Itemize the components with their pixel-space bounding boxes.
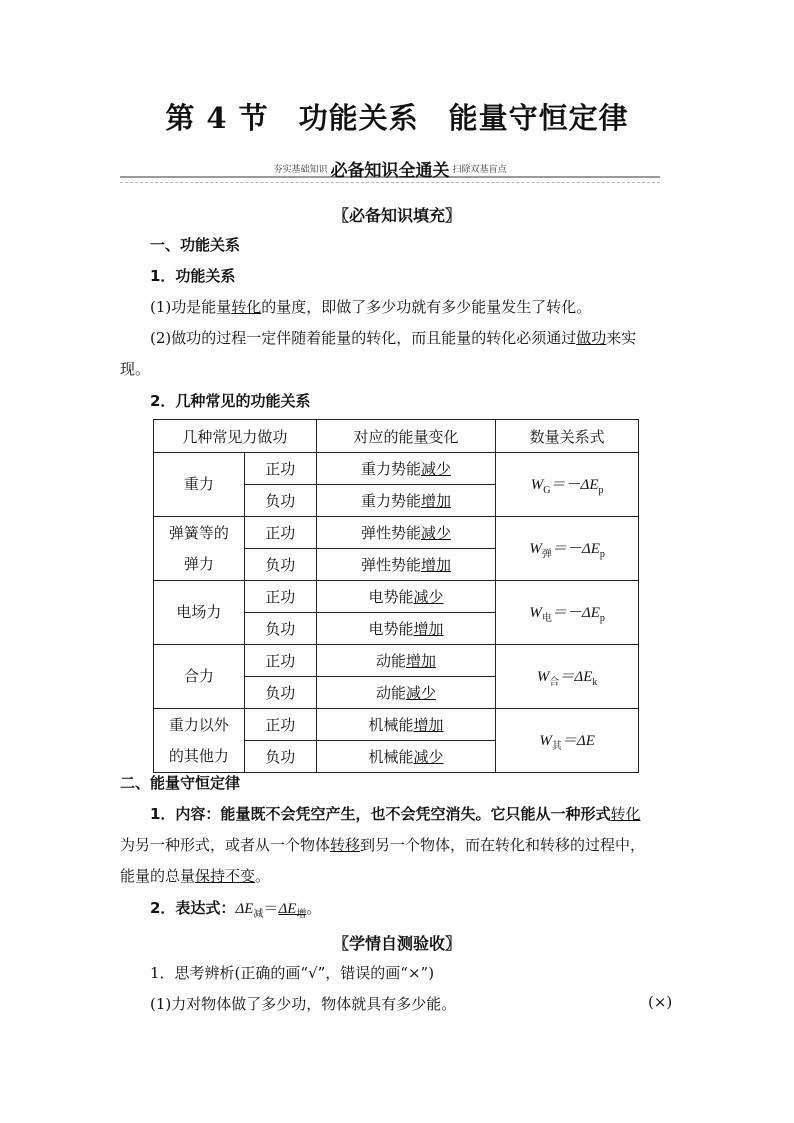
blank-answer: 增加	[413, 716, 444, 734]
question-1-1: (1)力对物体做了多少功，物体就具有多少能。	[150, 995, 457, 1013]
force-label: 弹力	[183, 554, 214, 573]
work-type-cell: 负功	[244, 485, 316, 517]
energy-change-cell: 重力势能减少	[316, 453, 496, 485]
table-row	[154, 517, 639, 549]
work-type-cell: 正功	[244, 517, 316, 549]
force-cell	[154, 517, 245, 581]
table-row	[154, 581, 639, 613]
force-cell	[154, 581, 245, 645]
expression-line: 2．表达式：$\Delta E_减=\Delta E_增$。	[150, 899, 322, 920]
page-title: 第 4 节 功能关系 能量守恒定律	[165, 101, 629, 135]
work-type-cell: 正功	[244, 645, 316, 677]
question-1: 1．思考辨析(正确的画“√”，错误的画“×”)	[150, 964, 435, 982]
section-heading-fill: 〖必备知识填充〗	[332, 206, 462, 225]
work-type-cell: 正功	[244, 453, 316, 485]
formula-cell	[496, 517, 639, 581]
energy-change-cell: 弹性势能减少	[316, 517, 496, 549]
blank-answer: 减少	[405, 684, 436, 702]
banner-divider-dashed	[120, 182, 660, 183]
formula: $W_G=-\Delta E_p$	[530, 477, 604, 496]
energy-change-cell: 机械能减少	[316, 741, 496, 773]
formula: $W_电=-\Delta E_p$	[529, 605, 605, 624]
force-cell	[154, 453, 245, 517]
blank-answer: 做功	[576, 329, 607, 347]
question-1-1-answer: (×)	[648, 993, 673, 1011]
blank-answer: 减少	[413, 588, 444, 606]
part1-sub2: 2．几种常见的功能关系	[150, 392, 311, 410]
section-heading-check: 〖学情自测验收〗	[332, 934, 462, 953]
force-label: 弹簧等的	[168, 523, 229, 542]
blank-answer: 转化	[231, 298, 262, 316]
force-label: 的其他力	[168, 746, 229, 765]
table-header: 几种常见力做功	[154, 420, 317, 453]
blank-answer: 减少	[420, 460, 451, 478]
part1-heading: 一、功能关系	[150, 236, 241, 254]
paragraph-2: (2)做功的过程一定伴随着能量的转化，而且能量的转化必须通过做功来实	[150, 329, 637, 347]
force-label: 合力	[183, 667, 214, 685]
force-cell	[154, 645, 245, 709]
formula: $W_其=\Delta E$	[539, 733, 595, 752]
banner-left-text: 夯实基础知识	[273, 165, 328, 175]
blank-answer: 减少	[413, 748, 444, 766]
banner-text	[120, 156, 660, 181]
force-cell	[154, 709, 245, 773]
paragraph-2-cont: 现。	[120, 360, 151, 378]
table-row	[154, 453, 639, 485]
work-type-cell: 负功	[244, 549, 316, 581]
energy-change-cell: 动能增加	[316, 645, 496, 677]
work-type-cell: 正功	[244, 709, 316, 741]
table-header: 对应的能量变化	[316, 420, 496, 453]
energy-change-cell: 电势能增加	[316, 613, 496, 645]
part2-heading: 二、能量守恒定律	[120, 774, 241, 792]
formula: $W_合=\Delta E_k$	[536, 669, 598, 688]
formula: $W_弹=-\Delta E_p$	[529, 541, 605, 560]
blank-answer: 增加	[413, 620, 444, 638]
energy-change-cell: 重力势能增加	[316, 485, 496, 517]
energy-change-cell: 动能减少	[316, 677, 496, 709]
blank-answer: 增加	[420, 492, 451, 510]
work-type-cell: 正功	[244, 581, 316, 613]
blank-answer: 增加	[405, 652, 436, 670]
table-header-row	[154, 420, 639, 453]
formula-cell	[496, 453, 639, 517]
banner-right-text: 扫除双基盲点	[452, 165, 507, 175]
content-line-2: 为另一种形式，或者从一个物体转移到另一个物体，而在转化和转移的过程中，	[120, 836, 646, 854]
blank-answer: 转化	[610, 805, 641, 823]
content-line-1: 1．内容：能量既不会凭空产生，也不会凭空消失。它只能从一种形式转化	[150, 805, 641, 823]
section-banner	[120, 156, 660, 186]
energy-change-cell: 机械能增加	[316, 709, 496, 741]
blank-answer: 转移	[330, 836, 361, 854]
blank-answer: 增加	[420, 556, 451, 574]
banner-main-text: 必备知识全通关	[330, 161, 450, 181]
formula-cell	[496, 581, 639, 645]
content-line-3: 能量的总量保持不变。	[120, 867, 271, 885]
work-energy-table	[153, 419, 639, 773]
blank-answer: 保持不变	[195, 867, 256, 885]
table-header: 数量关系式	[496, 420, 639, 453]
force-label: 重力	[183, 475, 214, 493]
work-type-cell: 负功	[244, 741, 316, 773]
table-row	[154, 709, 639, 741]
energy-change-cell: 弹性势能增加	[316, 549, 496, 581]
energy-change-cell: 电势能减少	[316, 581, 496, 613]
table-row	[154, 645, 639, 677]
blank-answer: 减少	[420, 524, 451, 542]
blank-answer: $\Delta E_增$	[278, 901, 307, 920]
section-heading-check-text: 学情自测验收	[348, 934, 445, 953]
paragraph-1: (1)功是能量转化的量度，即做了多少功就有多少能量发生了转化。	[150, 298, 592, 316]
force-label: 电场力	[176, 603, 222, 621]
work-type-cell: 负功	[244, 613, 316, 645]
work-type-cell: 负功	[244, 677, 316, 709]
force-label: 重力以外	[168, 715, 229, 734]
section-heading-fill-text: 必备知识填充	[348, 206, 445, 225]
part1-sub1: 1．功能关系	[150, 267, 236, 285]
formula-cell	[496, 645, 639, 709]
formula-cell	[496, 709, 639, 773]
